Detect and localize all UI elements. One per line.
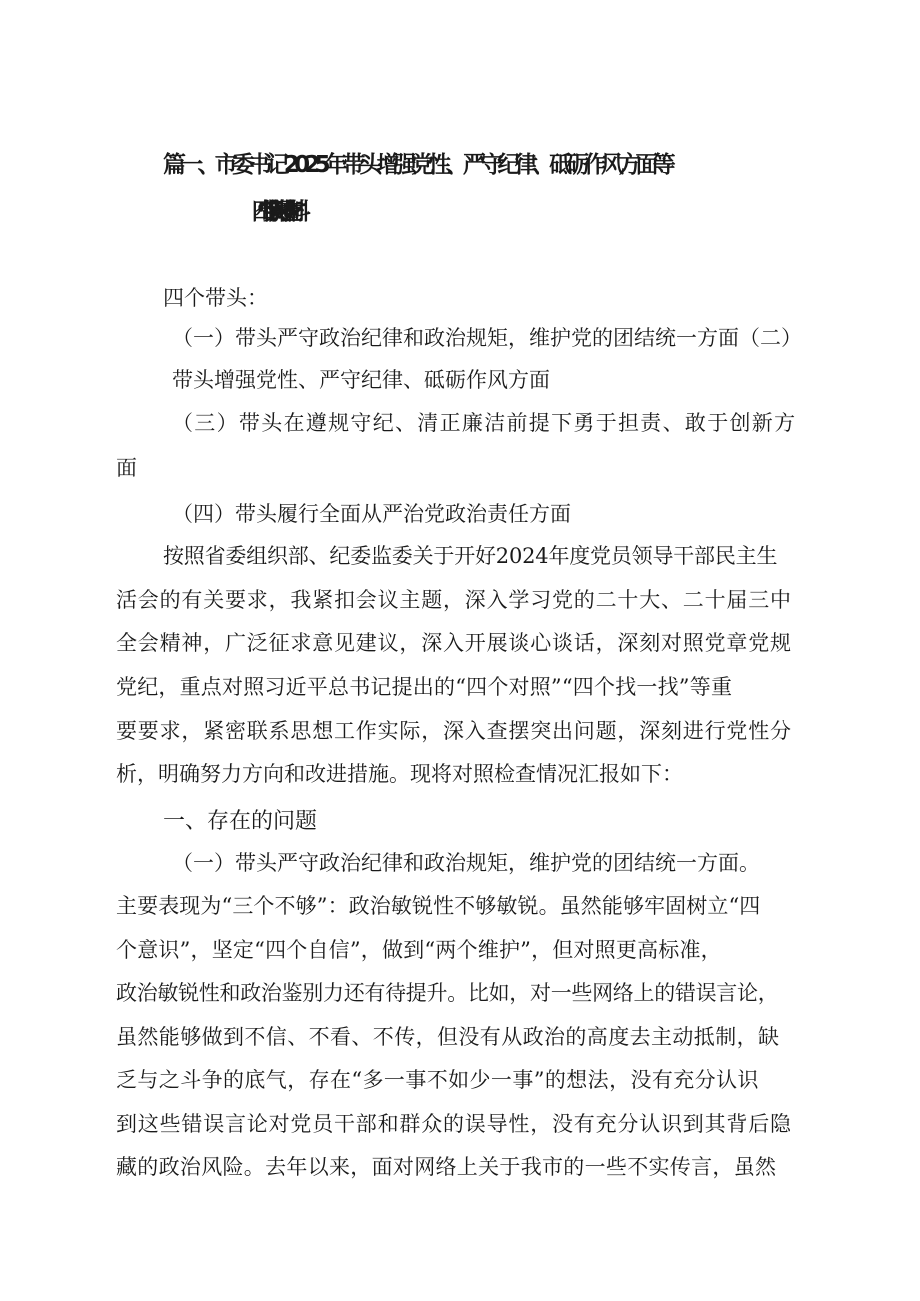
paragraph2-line-2: 主要表现为“三个不够”：政治敏锐性不够敏锐。虽然能够牢固树立“四: [116, 894, 761, 918]
paragraph2-line-8: 藏的政治风险。去年以来，面对网络上关于我市的一些不实传言，虽然: [116, 1155, 777, 1179]
paragraph1-line-4: 党纪，重点对照习近平总书记提出的“四个对照”“四个找一找”等重: [116, 675, 733, 699]
paragraph2-line-4: 政治敏锐性和政治鉴别力还有待提升。比如，对一些网络上的错误言论，: [116, 981, 779, 1005]
item-line-4: 面: [116, 456, 137, 480]
paragraph2-line-7: 到这些错误言论对党员干部和群众的误导性，没有充分认识到其背后隐: [116, 1112, 792, 1136]
paragraph2-line-5: 虽然能够做到不信、不看、不传，但没有从政治的高度去主动抵制，缺: [116, 1025, 780, 1049]
paragraph1-line-1: 按照省委组织部、纪委监委关于开好2024年度党员领导干部民主生: [163, 544, 778, 568]
paragraph1-line-5: 要要求，紧密联系思想工作实际，深入查摆突出问题，深刻进行党性分: [116, 719, 792, 743]
item-line-1: （一）带头严守政治纪律和政治规矩，维护党的团结统一方面（二）: [172, 326, 802, 350]
document-title-line-2: “四个带头”个人对照检查材料: [256, 199, 292, 225]
item-line-2: 带头增强党性、严守纪律、砥砺作风方面: [172, 368, 550, 392]
paragraph2-line-1: （一）带头严守政治纪律和政治规矩，维护党的团结统一方面。: [172, 851, 760, 875]
paragraph1-line-2: 活会的有关要求，我紧扣会议主题，深入学习党的二十大、二十届三中: [116, 588, 792, 612]
paragraph1-line-6: 析，明确努力方向和改进措施。现将对照检查情况汇报如下：: [116, 762, 683, 786]
intro-label: 四个带头：: [163, 286, 268, 310]
item-line-5: （四）带头履行全面从严治党政治责任方面: [172, 502, 571, 526]
paragraph2-line-6: 乏与之斗争的底气，存在“多一事不如少一事”的想法，没有充分认识: [116, 1068, 759, 1092]
item-line-3: （三）带头在遵规守纪、清正廉洁前提下勇于担责、敢于创新方: [172, 411, 797, 435]
paragraph2-line-3: 个意识”，坚定“四个自信”，做到“两个维护”，但对照更高标准，: [116, 938, 722, 962]
paragraph1-line-3: 全会精神，广泛征求意见建议，深入开展谈心谈话，深刻对照党章党规: [116, 631, 792, 655]
section-heading: 一、存在的问题: [163, 809, 318, 834]
document-title-line-1: 篇一、市委书记2025年带头增强党性、严守纪律、砥砺作风方面等: [163, 152, 671, 178]
